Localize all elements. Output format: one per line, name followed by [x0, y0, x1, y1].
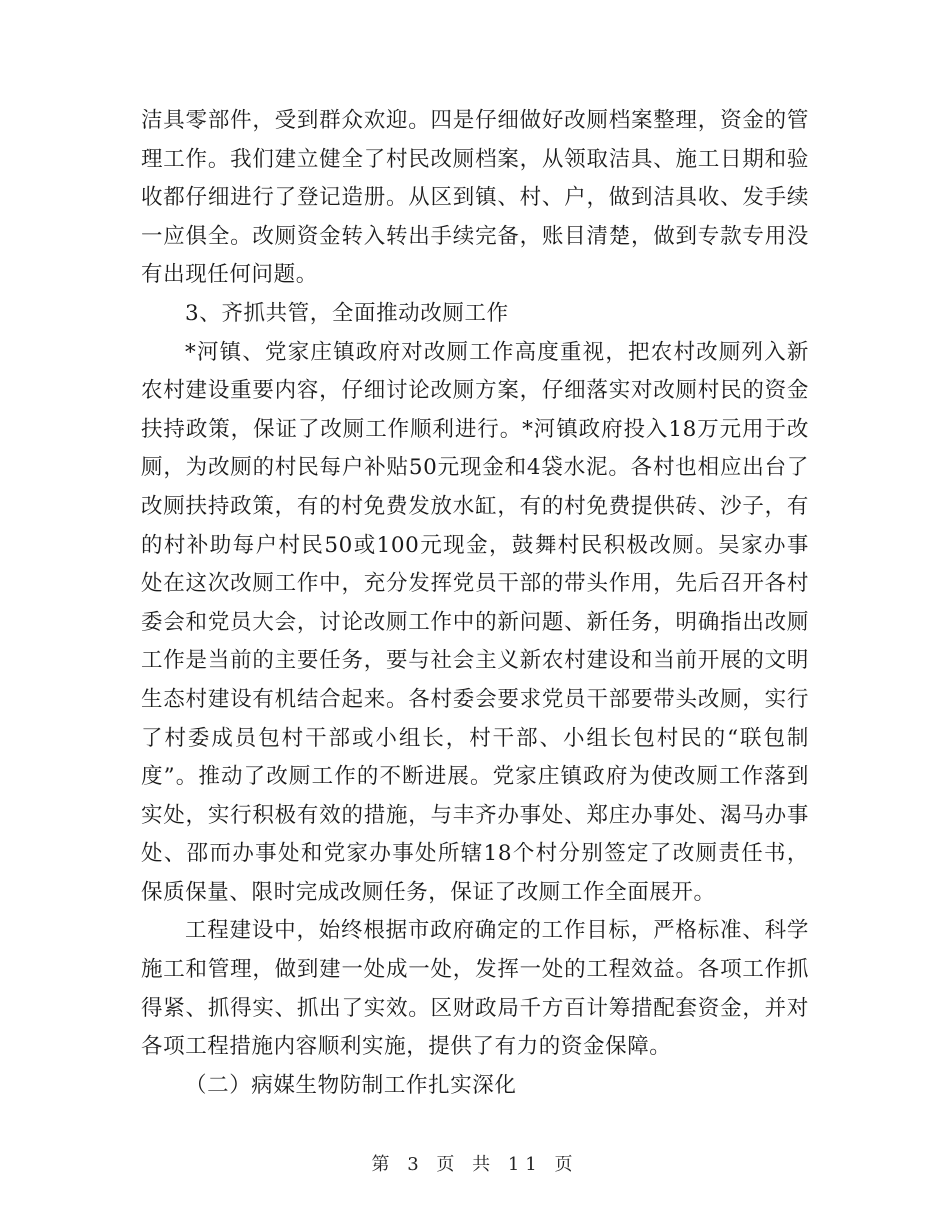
page-number-footer: 第 3 页 共 11 页 [371, 1154, 579, 1175]
paragraph-continuation: 洁具零部件，受到群众欢迎。四是仔细做好改厕档案整理，资金的管理工作。我们建立健全了村民改厕档案，从领取洁具、施工日期和验收都仔细进行了登记造册。从区到镇、村、户，做到洁具收、发手续一应俱全。改厕资金转入转出手续完备，账目清楚，做到专款专用没有出现任何问题。 [141, 108, 809, 288]
paragraph-body: *河镇、党家庄镇政府对改厕工作高度重视，把农村改厕列入新农村建设重要内容，仔细讨论改厕方案，仔细落实对改厕村民的资金扶持政策，保证了改厕工作顺利进行。*河镇政府投入18万元用于改厕，为改厕的村民每户补贴50元现金和4袋水泥。各村也相应出台了改厕扶持政策，有的村免费发放水缸，有的村免费提供砖、沙子，有的村补助每户村民50或100元现金，鼓舞村民积极改厕。吴家办事处在这次改厕工作中，充分发挥党员干部的带头作用，先后召开各村委会和党员大会，讨论改厕工作中的新问题、新任务，明确指出改厕工作是当前的主要任务，要与社会主义新农村建设和当前开展的文明生态村建设有机结合起来。各村委会要求党员干部要带头改厕，实行了村委成员包村干部或小组长，村干部、小组长包村民的“联包制度”。推动了改厕工作的不断进展。党家庄镇政府为使改厕工作落到实处，实行积极有效的措施，与丰齐办事处、郑庄办事处、渴马办事处、邵而办事处和党家办事处所辖18个村分别签定了改厕责任书，保质保量、限时完成改厕任务，保证了改厕工作全面展开。 [141, 339, 809, 905]
document-body [141, 102, 809, 1105]
paragraph-body: 工程建设中，始终根据市政府确定的工作目标，严格标准、科学施工和管理，做到建一处成一处，发挥一处的工程效益。各项工作抓得紧、抓得实、抓出了实效。区财政局千方百计筹措配套资金，并对各项工程措施内容顺利实施，提供了有力的资金保障。 [141, 918, 809, 1060]
subheading: 3、齐抓共管，全面推动改厕工作 [185, 300, 509, 326]
section-heading: （二）病媒生物防制工作扎实深化 [185, 1072, 517, 1098]
